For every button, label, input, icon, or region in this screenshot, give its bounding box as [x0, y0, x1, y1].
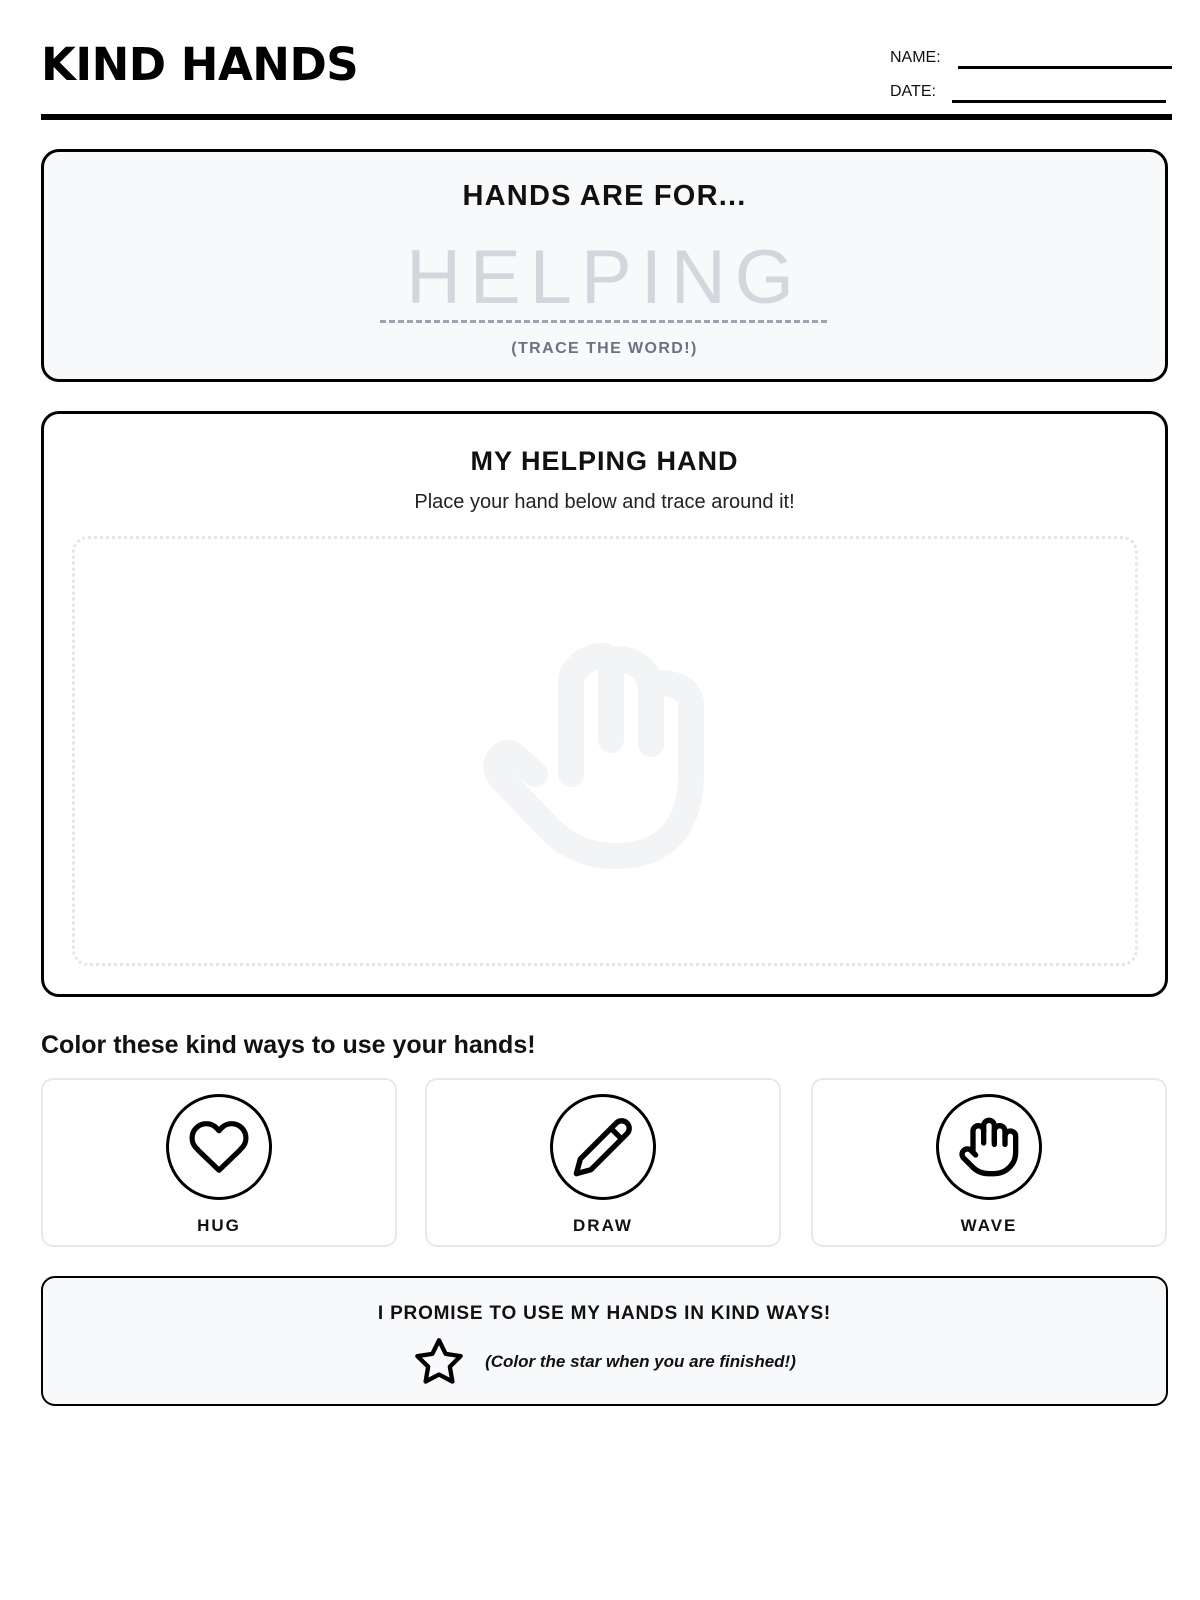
trace-heading: HANDS ARE FOR...: [462, 180, 747, 212]
hand-heading: MY HELPING HAND: [470, 446, 739, 476]
header-divider: [41, 114, 1172, 120]
draw-label: DRAW: [573, 1216, 633, 1235]
hug-circle: [166, 1094, 272, 1200]
name-date-fields: [890, 40, 1172, 108]
pencil-icon: [571, 1115, 635, 1179]
draw-card[interactable]: [425, 1078, 781, 1247]
helping-hand-section: [41, 411, 1168, 997]
date-label: DATE:: [890, 83, 936, 100]
hand-watermark-icon: [475, 624, 735, 884]
hug-label: HUG: [197, 1216, 241, 1235]
date-field-row: [890, 74, 1172, 108]
wave-circle: [936, 1094, 1042, 1200]
promise-text: I PROMISE TO USE MY HANDS IN KIND WAYS!: [377, 1303, 832, 1324]
hand-trace-area[interactable]: [72, 536, 1138, 966]
hug-card[interactable]: [41, 1078, 397, 1247]
wave-card[interactable]: [811, 1078, 1167, 1247]
promise-row: [43, 1334, 1166, 1390]
hand-icon: [957, 1115, 1021, 1179]
trace-baseline: [380, 320, 827, 323]
name-field-row: [890, 40, 1172, 74]
draw-circle: [550, 1094, 656, 1200]
trace-word[interactable]: HELPING: [406, 235, 803, 320]
worksheet-title: KIND HANDS: [41, 38, 359, 91]
trace-hint: (TRACE THE WORD!): [511, 340, 698, 357]
promise-section: [41, 1276, 1168, 1406]
color-section-title: Color these kind ways to use your hands!: [41, 1031, 536, 1059]
worksheet-header: [41, 34, 1172, 118]
star-icon[interactable]: [413, 1336, 465, 1388]
date-line[interactable]: [952, 100, 1166, 103]
kind-ways-cards: [41, 1078, 1168, 1248]
wave-label: WAVE: [960, 1216, 1018, 1235]
promise-note: (Color the star when you are finished!): [485, 1352, 796, 1371]
heart-icon: [188, 1116, 250, 1178]
hand-instructions: Place your hand below and trace around it!: [414, 491, 795, 513]
trace-word-section: [41, 149, 1168, 382]
name-label: NAME:: [890, 49, 941, 66]
name-line[interactable]: [958, 66, 1172, 69]
